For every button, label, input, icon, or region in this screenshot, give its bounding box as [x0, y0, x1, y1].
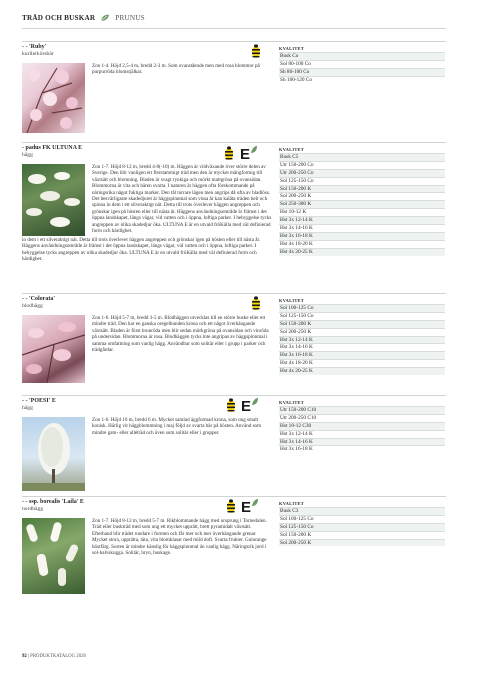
section-divider — [22, 496, 446, 497]
kvalitet-table — [279, 500, 445, 546]
leaf-icon — [100, 14, 110, 22]
kvalitet-row: Sol 150-200 K — [279, 320, 445, 328]
kvalitet-row: Sol 80-100 Co — [279, 60, 445, 68]
kvalitet-row: Hst 10-12 C30 — [279, 422, 445, 430]
tree-photo — [22, 417, 85, 491]
blossom-photo — [22, 518, 85, 594]
kvalitet-row: Hst 3x 16-18 K — [279, 445, 445, 453]
section-divider — [22, 41, 446, 42]
kvalitet-row: Busk C3 — [279, 507, 445, 515]
kvalitet-row: Hst 3x 14-16 K — [279, 438, 445, 446]
product-description: Zon 1-6. Höjd 10 m, bredd 6 m. Mycket samlad äggformad krona, som ung smalt konisk. Härlig vit häggblommning i maj följd av svarta bär på hösten. Använd som mindre gatu- eller alléträd och även som solitär eller i grupper. — [92, 417, 262, 436]
product-title: - - 'Colorata' — [22, 296, 55, 302]
product-latin-name: nordhägg — [22, 506, 44, 512]
kvalitet-row: Hst 4x 18-20 K — [279, 240, 445, 248]
section-title: TRÄD OCH BUSKAR — [22, 14, 96, 22]
kvalitet-row: Sol 100-125 Co — [279, 515, 445, 523]
footer-separator: | — [28, 654, 31, 659]
kvalitet-label: KVALITET — [279, 147, 305, 152]
kvalitet-row: Sol 125-150 Co — [279, 312, 445, 320]
kvalitet-row: Hst 4x 20-25 K — [279, 248, 445, 256]
product-description: Zon 1-6. Höjd 5-7 m, bredd 3-5 m. Blodhäggen utvecklas till en större buske eller ett mindre träd. Den har en ganska oregelbunden krona och ett något överhängande växtsätt. Bladen är först brunröda men blir sedan mörkgröna på ovansidan och vinröda på undersidan. Blommorna är rosa. Blodhäggen tycks inte angripas av häggspinnmal i samma omfattning som vanlig hägg. Användbar som solitär eller i grupp i parker och trädgårdar. — [92, 315, 269, 354]
kvalitet-row: Hst 10-12 K — [279, 208, 445, 216]
kvalitet-row: Hst 3x 16-18 K — [279, 351, 445, 359]
product-padus-ultuna — [22, 145, 82, 159]
kvalitet-row: Sh 100-120 Co — [279, 76, 445, 84]
kvalitet-row: Utr 150-200 C10 — [279, 406, 445, 414]
kvalitet-row: Hst 4x 18-20 K — [279, 359, 445, 367]
product-title: - padus FK ULTUNA E — [22, 145, 83, 151]
product-colorata — [22, 296, 55, 310]
product-photo-laila — [22, 518, 85, 594]
product-poesi — [22, 398, 56, 412]
bee-icon — [251, 296, 261, 311]
product-description-block — [92, 164, 274, 236]
product-photo-padus — [22, 164, 85, 236]
kvalitet-row: Busk C5 — [279, 153, 445, 161]
product-description: Zon 1-7. Höjd 8-12 m, bredd 5-7 m. Rikblommande hägg med ursprung i Tornedalen. Träd eller buskträd med som ung ett mycket upprätt, brett pyramidalt växtsätt. Efterhand blir trädet rundare i formen och får mer och mer överhängande grenar. Mycket stora, upprätta, täta, vita blomklasar med mild doft. Svarta frukter. Gulorange höstfärg. Sorten är mindre känslig för häggspinnmal än vanlig hägg. Näringsrik jord i sol-halvskugga. Solitär, bryn, buskage. — [92, 518, 267, 557]
kvalitet-label: KVALITET — [279, 400, 305, 405]
product-photo-poesi — [22, 417, 85, 491]
catalog-name: PRODUKTKATALOG 2026 — [30, 654, 86, 659]
kvalitet-row: Hst 4x 20-25 K — [279, 367, 445, 375]
bee-icon — [224, 146, 234, 161]
blossom-photo — [22, 315, 85, 383]
blossom-photo — [22, 63, 85, 133]
kvalitet-table — [279, 45, 445, 84]
description-continuation: in dem i ett silveraktigt nät. Detta till trots överlever häggen angreppen och grönskar igen på hösten eller till nästa år. Häggens användningsområde är främst i det öppna landskapet, längs vägar, vid vatten och i öppna, luftiga parker. I hebyggelse tycks angreppen av olika skadedjur öka. ULTUNA E är en utvald fröKälla med väl definierad form och härdighet. — [22, 237, 261, 263]
blossom-photo — [22, 164, 85, 236]
svg-text:E: E — [240, 146, 251, 161]
kvalitet-label: KVALITET — [279, 298, 305, 303]
product-title: - - 'POESI' E — [22, 398, 56, 404]
kvalitet-row: Sol 150-200 K — [279, 531, 445, 539]
kvalitet-row: Sol 200-250 K — [279, 539, 445, 547]
product-description: Zon 1-4. Höjd 2,5-4 m, bredd 2-3 m. Som ovanstående men med rosa blommor på purpurröda blomstjälkar. — [92, 63, 260, 76]
kvalitet-table — [279, 399, 445, 453]
product-laila — [22, 499, 84, 513]
kvalitet-row: Sol 125-150 Co — [279, 177, 445, 185]
product-title: - - ssp. borealis 'Laila' E — [22, 499, 84, 505]
header-rule — [22, 28, 446, 29]
page-number: 92 — [22, 654, 27, 659]
kvalitet-row: Sol 250-300 K — [279, 200, 445, 208]
product-ruby — [22, 44, 54, 58]
kvalitet-table — [279, 146, 445, 256]
kvalitet-row: Hst 3x 12-14 K — [279, 430, 445, 438]
kvalitet-row: Hst 3x 12-14 K — [279, 336, 445, 344]
kvalitet-table — [279, 297, 445, 375]
kvalitet-row: Hst 3x 12-14 K — [279, 216, 445, 224]
product-latin-name: hägg — [22, 405, 33, 411]
kvalitet-row: Sol 100-125 Co — [279, 304, 445, 312]
section-divider — [22, 293, 446, 294]
page-footer — [22, 654, 86, 659]
page-header — [22, 14, 145, 22]
kvalitet-label: KVALITET — [279, 46, 305, 51]
kvalitet-row: Sol 200-250 K — [279, 192, 445, 200]
kvalitet-row: Sol 125-150 Co — [279, 523, 445, 531]
svg-text:E: E — [241, 398, 252, 413]
e-plant-icon — [241, 498, 259, 514]
kvalitet-row: Sol 200-250 K — [279, 328, 445, 336]
product-title: - - 'Ruby' — [22, 44, 47, 50]
kvalitet-label: KVALITET — [279, 501, 305, 506]
bee-icon — [226, 499, 236, 514]
section-divider — [22, 142, 446, 143]
kvalitet-row: Sol 150-200 K — [279, 185, 445, 193]
svg-text:E: E — [241, 499, 252, 514]
kvalitet-row: Hst 3x 14-16 K — [279, 343, 445, 351]
product-description-continued — [22, 237, 274, 263]
kvalitet-row: Hst 3x 16-18 K — [279, 232, 445, 240]
product-latin-name: blodhägg — [22, 303, 43, 309]
product-photo-colorata — [22, 315, 85, 383]
product-latin-name: hägg — [22, 152, 33, 158]
kvalitet-row: Busk Co — [279, 52, 445, 60]
kvalitet-row: Hst 3x 14-16 K — [279, 224, 445, 232]
bee-icon — [251, 44, 261, 59]
bee-icon — [226, 398, 236, 413]
product-description: Zon 1-7. Höjd 8-12 m, bredd 4-8(-10) m. Häggen är vildväxande över större delen av Sverige. Den blir vanligen ett flerstammigt träd men den är mycket mångformig till växtsätt och blomning. Bladen är svagt rynkiga och mörkt mattgröna på ovansidan. Blommorna är vita och bären svarta. I naturen är häggen ofta förekommande på näringsrika något fuktiga marker. Den tål torrare lägen men angrips då ofta av bladlöss. Det besvärligaste skadedjuret är häggspinnmal som vissa år kan kaläta träden helt och spinna in dem i ett silveraktigt nät. Detta till trots överlever häggen angreppen och grönskar igen på hösten eller till nästa år. Häggens användningsområde är främst i det öppna landskapet, längs vägar, vid vatten och i öppna, luftiga parker. I hebyggelse tycks angreppen av olika skadedjur öka. ULTUNA E är en utvald fröKälla med väl definierad form och härdighet. — [92, 164, 272, 235]
kvalitet-row: Sh 80-100 Co — [279, 68, 445, 76]
category-title: PRUNUS — [115, 14, 145, 22]
e-plant-icon — [241, 397, 259, 413]
product-latin-name: kurilerkörsbär — [22, 51, 54, 57]
e-plant-icon — [240, 145, 258, 161]
kvalitet-row: Utr 150-200 Co — [279, 161, 445, 169]
product-photo-ruby — [22, 63, 85, 133]
kvalitet-row: Utr 200-250 Co — [279, 169, 445, 177]
kvalitet-row: Utr 200-250 C10 — [279, 414, 445, 422]
section-divider — [22, 395, 446, 396]
